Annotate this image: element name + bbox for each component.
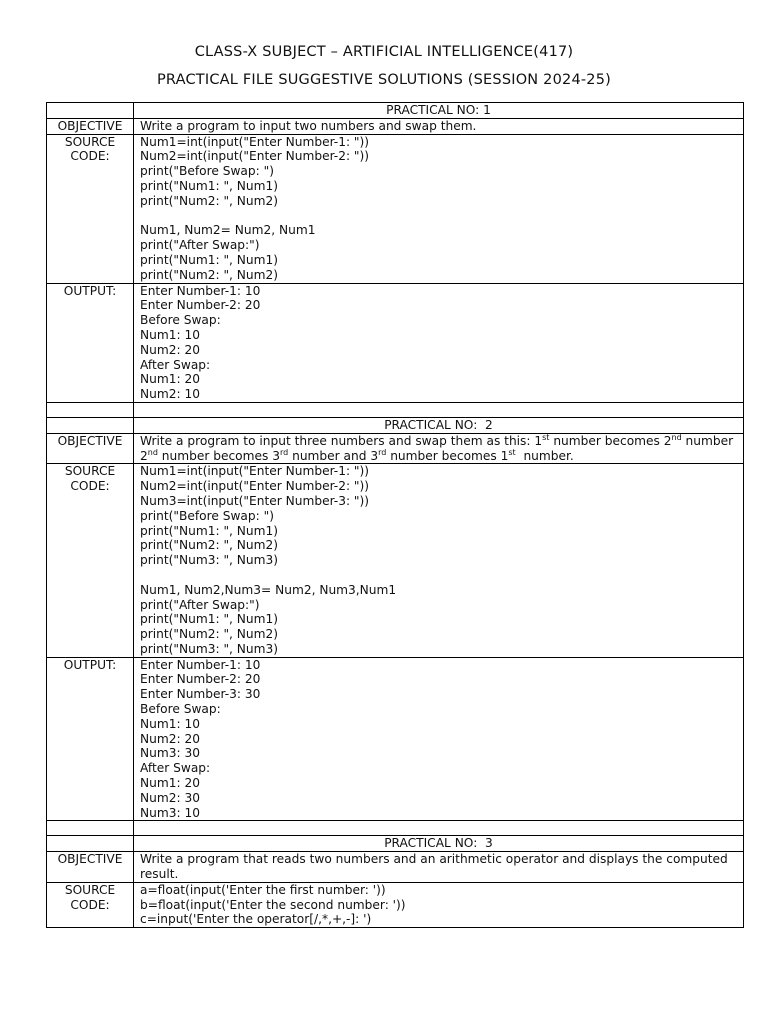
- practical-2-code: Num1=int(input("Enter Number-1: ")) Num2=int(input("Enter Number-2: ")) Num3=int(input("Enter Number-3: ")) print("Before Swap: ") print("Num1: ", Num1) print("Num2: ", Num2) print("Num3: ", Num3) Num1, Num2,Num3= Num2, Num3,Num1 print("After Swap:") print("Num1: ", Num1) print("Num2: ", Num2) print("Num3: ", Num3): [134, 464, 744, 657]
- ordinal-suffix: nd: [147, 447, 158, 457]
- practical-2-output: Enter Number-1: 10 Enter Number-2: 20 Enter Number-3: 30 Before Swap: Num1: 10 Num2: 20 Num3: 30 After Swap: Num1: 20 Num2: 30 Num3: 10: [134, 657, 744, 821]
- objective-label: OBJECTIVE: [47, 118, 134, 134]
- empty-cell: [47, 103, 134, 119]
- objective-label: OBJECTIVE: [47, 433, 134, 464]
- source-code-label: SOURCE CODE:: [47, 464, 134, 657]
- practical-3-objective: Write a program that reads two numbers and an arithmetic operator and displays the computed result.: [134, 852, 744, 883]
- practical-3-header-row: [47, 836, 744, 852]
- practical-2-objective: [134, 433, 744, 464]
- practical-2-objective-row: [47, 433, 744, 464]
- objective-text: number.: [515, 448, 574, 463]
- practical-1-code-row: [47, 134, 744, 283]
- document-title: CLASS-X SUBJECT – ARTIFICIAL INTELLIGENCE(417): [194, 44, 574, 60]
- practical-3-title: PRACTICAL NO: 3: [134, 836, 744, 852]
- empty-cell: [134, 821, 744, 836]
- ordinal-suffix: st: [542, 432, 550, 442]
- empty-cell: [47, 821, 134, 836]
- practical-2-title: PRACTICAL NO: 2: [134, 417, 744, 433]
- practical-1-objective: Write a program to input two numbers and swap them.: [134, 118, 744, 134]
- source-code-label: SOURCE CODE:: [47, 882, 134, 927]
- source-code-label: SOURCE CODE:: [47, 134, 134, 283]
- empty-cell: [47, 417, 134, 433]
- ordinal-suffix: rd: [279, 447, 289, 457]
- ordinal-suffix: nd: [671, 432, 682, 442]
- ordinal-suffix: st: [508, 447, 516, 457]
- objective-text: number 2: [140, 433, 737, 463]
- output-label: OUTPUT:: [47, 657, 134, 821]
- objective-label: OBJECTIVE: [47, 852, 134, 883]
- practical-2-output-row: [47, 657, 744, 821]
- objective-text: number becomes 3: [157, 448, 280, 463]
- objective-text: number becomes 2: [549, 433, 672, 448]
- practical-2-header-row: [47, 417, 744, 433]
- practical-table: [46, 102, 744, 928]
- practical-1-output: Enter Number-1: 10 Enter Number-2: 20 Before Swap: Num1: 10 Num2: 20 After Swap: Num1: 20 Num2: 10: [134, 283, 744, 402]
- empty-cell: [134, 402, 744, 417]
- practical-3-code: a=float(input('Enter the first number: ')) b=float(input('Enter the second number: ')) c=input('Enter the operator[/,*,+,-]: '): [134, 882, 744, 927]
- spacer-row: [47, 402, 744, 417]
- practical-3-objective-row: [47, 852, 744, 883]
- objective-text: Write a program to input three numbers and swap them as this: 1: [140, 433, 543, 448]
- document-subtitle: PRACTICAL FILE SUGGESTIVE SOLUTIONS (SESSION 2024-25): [156, 72, 612, 88]
- practical-2-code-row: [47, 464, 744, 657]
- practical-3-code-row: [47, 882, 744, 927]
- empty-cell: [47, 402, 134, 417]
- practical-1-objective-row: [47, 118, 744, 134]
- spacer-row: [47, 821, 744, 836]
- practical-1-header-row: [47, 103, 744, 119]
- output-label: OUTPUT:: [47, 283, 134, 402]
- objective-text: number becomes 1: [386, 448, 509, 463]
- practical-1-code: Num1=int(input("Enter Number-1: ")) Num2=int(input("Enter Number-2: ")) print("Before Swap: ") print("Num1: ", Num1) print("Num2: ", Num2) Num1, Num2= Num2, Num1 print("After Swap:") print("Num1: ", Num1) print("Num2: ", Num2): [134, 134, 744, 283]
- ordinal-suffix: rd: [378, 447, 387, 457]
- objective-text: number and 3: [288, 448, 379, 463]
- practical-1-title: PRACTICAL NO: 1: [134, 103, 744, 119]
- empty-cell: [47, 836, 134, 852]
- practical-1-output-row: [47, 283, 744, 402]
